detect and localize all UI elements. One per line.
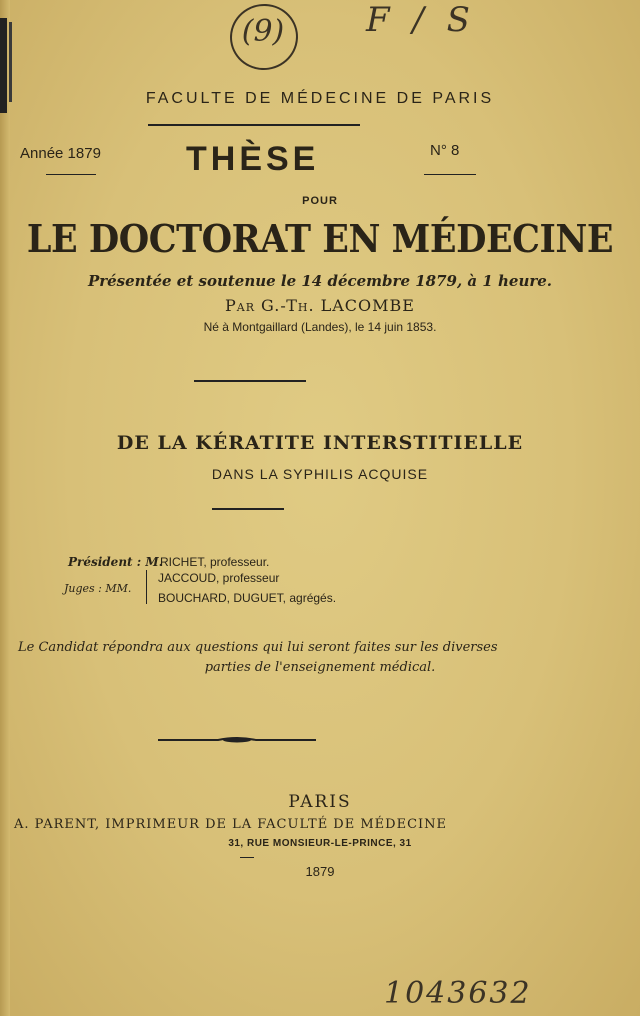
these-title: THÈSE bbox=[186, 140, 320, 178]
president-name: RICHET, professeur. bbox=[160, 555, 270, 569]
subject-subtitle: DANS LA SYPHILIS ACQUISE bbox=[211, 466, 429, 482]
year-label: Année 1879 bbox=[20, 145, 101, 162]
year-separator bbox=[240, 857, 254, 858]
judge-line-2: BOUCHARD, DUGUET, agrégés. bbox=[158, 591, 337, 605]
ornament-rule bbox=[158, 728, 316, 734]
candidate-note-2: parties de l'enseignement médical. bbox=[204, 660, 436, 675]
subject-title: DE LA KÉRATITE INTERSTITIELLE bbox=[116, 432, 524, 454]
handwritten-inventory-number: 1043632 bbox=[384, 976, 532, 1011]
presentation-line: Présentée et soutenue le 14 décembre 1879, à 1 heure. bbox=[87, 272, 553, 290]
handwritten-number: (9) bbox=[241, 14, 285, 49]
print-year: 1879 bbox=[305, 864, 335, 879]
doctorat-heading: LE DOCTORAT EN MÉDECINE bbox=[26, 216, 614, 261]
birth-line: Né à Montgaillard (Landes), le 14 juin 1853. bbox=[203, 320, 437, 334]
number-underline bbox=[424, 174, 476, 175]
section-rule-1 bbox=[194, 380, 306, 382]
section-rule-2 bbox=[212, 508, 284, 510]
judge-line-1: JACCOUD, professeur bbox=[158, 571, 280, 585]
pour-label: POUR bbox=[302, 195, 338, 207]
faculty-header: FACULTE DE MÉDECINE DE PARIS bbox=[145, 90, 495, 107]
address-line: 31, RUE MONSIEUR-LE-PRINCE, 31 bbox=[228, 838, 412, 849]
ornament-svg bbox=[158, 737, 316, 743]
candidate-note-1: Le Candidat répondra aux questions qui lui seront faites sur les diverses bbox=[18, 640, 498, 655]
year-underline bbox=[46, 174, 96, 175]
printer-line: A. PARENT, IMPRIMEUR DE LA FACULTÉ DE MÉDECINE bbox=[14, 817, 448, 832]
city-label: PARIS bbox=[288, 792, 352, 812]
judges-label: Juges : MM. bbox=[64, 582, 132, 595]
author-line: Par G.-Th. LACOMBE bbox=[224, 296, 415, 315]
judges-brace bbox=[146, 570, 151, 604]
thesis-number: N° 8 bbox=[430, 142, 460, 159]
handwritten-shelfmark: F / S bbox=[366, 0, 476, 40]
president-label: Président : M. bbox=[68, 555, 163, 569]
header-rule bbox=[148, 124, 360, 126]
